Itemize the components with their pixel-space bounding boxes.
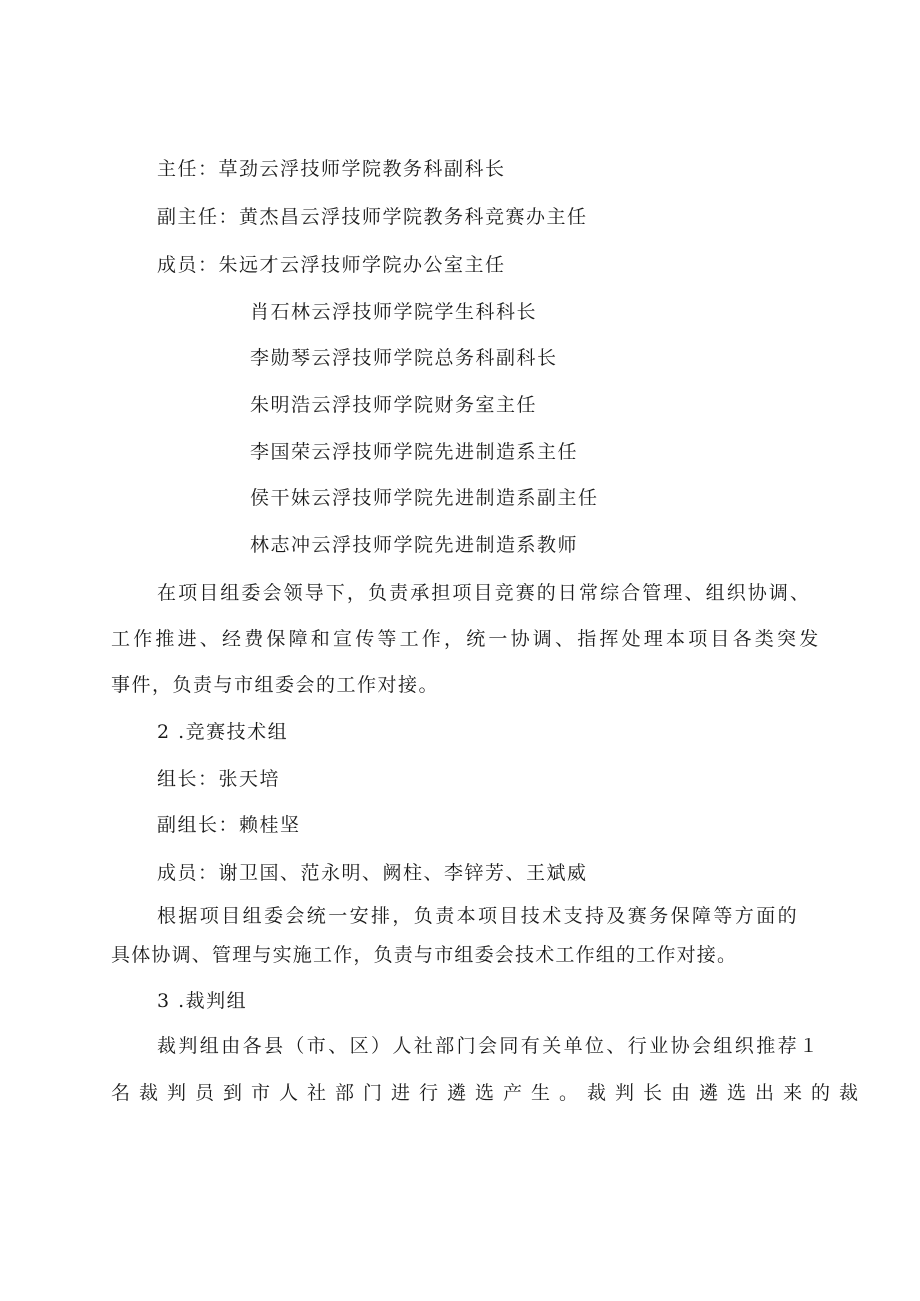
judge-group-heading: 3 .裁判组 <box>157 990 248 1012</box>
tech-group-duty-line: 具体协调、管理与实施工作，负责与市组委会技术工作组的工作对接。 <box>111 944 738 966</box>
committee-duty-line: 事件，负责与市组委会的工作对接。 <box>111 674 440 696</box>
member-line: 侯干妹云浮技师学院先进制造系副主任 <box>250 487 599 509</box>
tech-group-leader: 组长：张天培 <box>157 768 281 790</box>
director-line: 主任：草劲云浮技师学院教务科副科长 <box>157 158 506 180</box>
tech-group-members: 成员：谢卫国、范永明、阙柱、李锌芳、王斌威 <box>157 862 588 884</box>
member-line: 林志冲云浮技师学院先进制造系教师 <box>250 534 579 556</box>
tech-group-deputy-leader: 副组长：赖桂坚 <box>157 814 301 836</box>
member-line: 肖石林云浮技师学院学生科科长 <box>250 301 538 323</box>
judge-group-body-line: 裁判组由各县（市、区）人社部门会同有关单位、行业协会组织推荐１ <box>157 1035 821 1057</box>
judge-group-body-line: 名裁判员到市人社部门进行遴选产生。裁判长由遴选出来的裁 <box>111 1082 868 1104</box>
tech-group-heading: 2 .竞赛技术组 <box>157 721 289 743</box>
member-line: 李国荣云浮技师学院先进制造系主任 <box>250 441 579 463</box>
committee-duty-line: 工作推进、经费保障和宣传等工作，统一协调、指挥处理本项目各类突发 <box>111 628 822 650</box>
tech-group-duty-line: 根据项目组委会统一安排，负责本项目技术支持及赛务保障等方面的 <box>157 905 800 927</box>
members-first-line: 成员：朱远才云浮技师学院办公室主任 <box>157 254 506 276</box>
committee-duty-line: 在项目组委会领导下，负责承担项目竞赛的日常综合管理、组织协调、 <box>157 582 812 604</box>
deputy-director-line: 副主任：黄杰昌云浮技师学院教务科竞赛办主任 <box>157 206 588 228</box>
member-line: 朱明浩云浮技师学院财务室主任 <box>250 394 538 416</box>
member-line: 李勋琴云浮技师学院总务科副科长 <box>250 347 558 369</box>
